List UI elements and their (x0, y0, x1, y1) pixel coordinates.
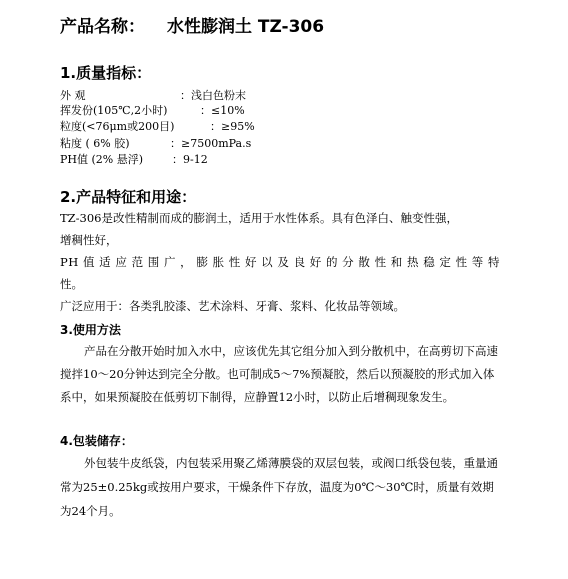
spec-label: 挥发份(105℃,2小时) (60, 104, 168, 117)
product-title (60, 12, 324, 37)
section-features-heading: 2.产品特征和用途： (60, 188, 197, 206)
spec-value: ：≥7500mPa.s (170, 137, 252, 150)
features-line: 广泛应用于：各类乳胶漆、艺术涂料、牙膏、浆料、化妆品等领域。 (60, 299, 405, 313)
spec-value: ：浅白色粉末 (180, 89, 246, 102)
usage-paragraph: 产品在分散开始时加入水中，应该优先其它组分加入到分散机中，在高剪切下高速搅拌10～20分钟达到完全分散。也可制成5～7%预凝胶，然后以预凝胶的形式加入体系中，如果预凝胶在低剪切下制得，应静置12小时，以防止后增稠现象发生。 (60, 344, 498, 404)
spec-value: ：9-12 (172, 153, 208, 166)
spec-label: 外 观 (60, 89, 86, 102)
spec-row (60, 89, 246, 103)
features-line: PH值适应范围广，膨胀性好以及良好的分散性和热稳定性等特 (60, 255, 500, 269)
spec-row (60, 153, 208, 167)
spec-value: ：≤10% (200, 104, 245, 117)
section-packaging-heading: 4.包装储存： (60, 434, 133, 448)
features-paragraph (60, 207, 500, 317)
spec-value: ：≥95% (210, 120, 255, 133)
section-usage-heading: 3.使用方法 (60, 323, 121, 337)
features-line: 性。 (60, 277, 83, 291)
product-name: 水性膨润土 TZ-306 (167, 17, 325, 37)
features-line: TZ-306是改性精制而成的膨润土，适用于水性体系。具有色泽白、触变性强， (60, 211, 458, 225)
spec-row (60, 120, 255, 134)
spec-row (60, 104, 245, 118)
spec-label: 粒度(<76μm或200目) (60, 120, 175, 133)
spec-label: 粘度 ( 6% 胶) (60, 137, 130, 150)
spec-row (60, 137, 252, 151)
packaging-paragraph: 外包装牛皮纸袋，内包装采用聚乙烯薄膜袋的双层包装，或阀口纸袋包装，重量通常为25±0.25kg或按用户要求，干燥条件下存放，温度为0℃～30℃时，质量有效期为24个月。 (60, 456, 498, 518)
features-line: 增稠性好， (60, 233, 118, 247)
product-name-label: 产品名称： (60, 17, 145, 37)
section-quality-heading: 1.质量指标： (60, 64, 152, 82)
spec-label: PH值 (2% 悬浮) (60, 153, 144, 166)
